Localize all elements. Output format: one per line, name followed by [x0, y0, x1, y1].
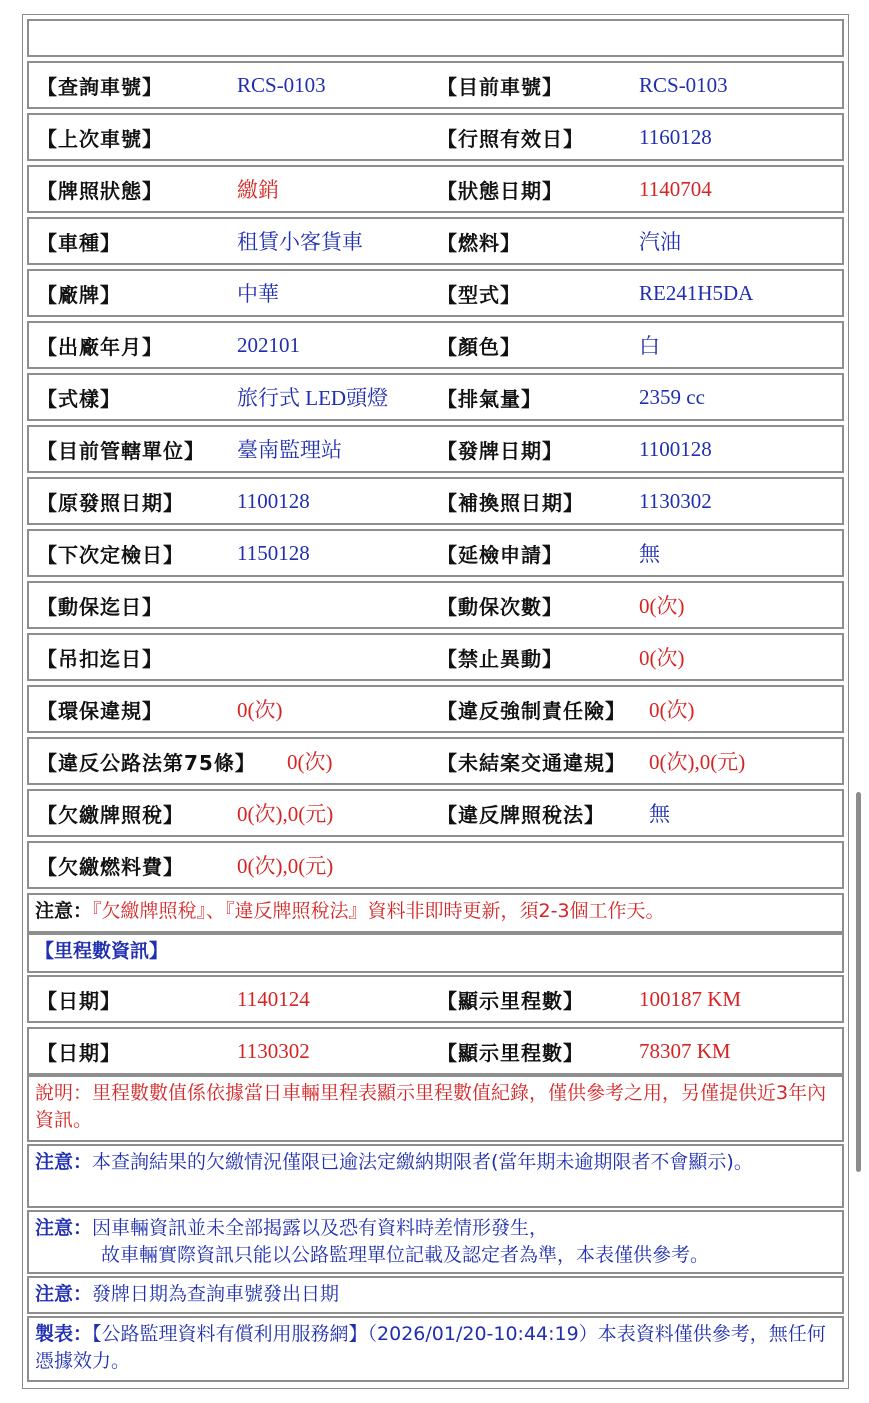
field-value: RCS-0103 — [639, 72, 728, 97]
notice-plate-date-head: 注意： — [35, 1283, 93, 1305]
field-label: 【目前管轄單位】 — [37, 438, 205, 463]
field-value: 0(次) — [639, 594, 685, 618]
mileage-km-label: 【顯示里程數】 — [437, 1040, 584, 1065]
field-value: 0(次) — [287, 750, 333, 774]
notice-arrears-body: 本查詢結果的欠繳情況僅限已逾法定繳納期限者(當年期未逾期限者不會顯示)。 — [92, 1151, 753, 1173]
info-row — [27, 841, 844, 889]
field-value: 繳銷 — [237, 178, 279, 202]
notice-disclosure-head: 注意： — [35, 1217, 93, 1239]
mileage-date-label: 【日期】 — [37, 988, 121, 1013]
header-empty-row — [27, 19, 844, 57]
tax-update-notice — [27, 893, 844, 933]
field-label: 【燃料】 — [437, 230, 521, 255]
field-label: 【上次車號】 — [37, 126, 163, 151]
field-label: 【禁止異動】 — [437, 646, 563, 671]
mileage-note — [27, 1075, 844, 1142]
scrollbar[interactable] — [856, 792, 861, 1172]
field-label: 【狀態日期】 — [437, 178, 563, 203]
field-label: 【下次定檢日】 — [37, 542, 184, 567]
mileage-km-label: 【顯示里程數】 — [437, 988, 584, 1013]
field-value: 0(次),0(元) — [649, 750, 746, 774]
info-row — [27, 425, 844, 473]
field-label: 【牌照狀態】 — [37, 178, 163, 203]
field-label: 【動保次數】 — [437, 594, 563, 619]
field-value: 0(次),0(元) — [237, 854, 334, 878]
field-value: 1140704 — [639, 176, 712, 201]
mileage-title: 【里程數資訊】 — [35, 940, 169, 962]
notice-disclosure-body-2: 故車輛實際資訊只能以公路監理單位記載及認定者為準，本表僅供參考。 — [101, 1244, 710, 1266]
field-value: 1130302 — [639, 488, 712, 513]
report-footer — [27, 1316, 844, 1382]
info-row — [27, 737, 844, 785]
report-footer-body: 【公路監理資料有償利用服務網】（2026/01/20-10:44:19）本表資料僅供參考，無任何憑據效力。 — [35, 1323, 826, 1372]
info-row — [27, 321, 844, 369]
field-value: 租賃小客貨車 — [237, 230, 363, 254]
field-label: 【型式】 — [437, 282, 521, 307]
mileage-km-value: 100187 KM — [639, 986, 742, 1011]
info-row — [27, 373, 844, 421]
field-label: 【延檢申請】 — [437, 542, 563, 567]
info-row — [27, 477, 844, 525]
field-value: 0(次) — [639, 646, 685, 670]
field-value: 1150128 — [237, 540, 310, 565]
info-row — [27, 113, 844, 161]
field-label: 【動保迄日】 — [37, 594, 163, 619]
field-label: 【吊扣迄日】 — [37, 646, 163, 671]
field-label: 【未結案交通違規】 — [437, 750, 626, 775]
mileage-date-label: 【日期】 — [37, 1040, 121, 1065]
field-value: 0(次),0(元) — [237, 802, 334, 826]
vehicle-info-table — [22, 14, 849, 1389]
report-footer-head: 製表： — [35, 1323, 93, 1345]
field-value: 汽油 — [639, 230, 681, 254]
mileage-section-title — [27, 933, 844, 973]
field-label: 【排氣量】 — [437, 386, 542, 411]
field-value: 白 — [639, 334, 660, 358]
field-value: 1160128 — [639, 124, 712, 149]
field-label: 【欠繳牌照稅】 — [37, 802, 184, 827]
field-value: RE241H5DA — [639, 280, 754, 305]
info-row — [27, 685, 844, 733]
field-value: 無 — [639, 542, 660, 566]
info-row — [27, 217, 844, 265]
field-label: 【環保違規】 — [37, 698, 163, 723]
field-value: RCS-0103 — [237, 72, 326, 97]
tax-notice-head: 注意： — [35, 900, 93, 922]
field-value: 202101 — [237, 332, 300, 357]
field-value: 2359 cc — [639, 384, 705, 409]
info-row — [27, 269, 844, 317]
field-value: 1100128 — [639, 436, 712, 461]
field-label: 【違反強制責任險】 — [437, 698, 626, 723]
info-row — [27, 581, 844, 629]
field-label: 【查詢車號】 — [37, 74, 163, 99]
info-row — [27, 633, 844, 681]
field-label: 【違反公路法第75條】 — [37, 750, 256, 775]
field-label: 【車種】 — [37, 230, 121, 255]
field-value: 旅行式 LED頭燈 — [237, 386, 389, 410]
mileage-km-value: 78307 KM — [639, 1038, 731, 1063]
mileage-date-value: 1140124 — [237, 986, 310, 1011]
tax-notice-body: 『欠繳牌照稅』、『違反牌照稅法』資料非即時更新，須2-3個工作天。 — [92, 900, 665, 922]
mileage-note-text: 說明：里程數數值係依據當日車輛里程表顯示里程數值紀錄，僅供參考之用，另僅提供近3年內資訊。 — [35, 1082, 827, 1131]
notice-plate-date — [27, 1276, 844, 1314]
field-label: 【廠牌】 — [37, 282, 121, 307]
info-row — [27, 165, 844, 213]
field-label: 【補換照日期】 — [437, 490, 584, 515]
field-value: 0(次) — [649, 698, 695, 722]
field-label: 【行照有效日】 — [437, 126, 584, 151]
notice-disclosure — [27, 1210, 844, 1274]
info-row — [27, 529, 844, 577]
mileage-row — [27, 975, 844, 1023]
field-label: 【顏色】 — [437, 334, 521, 359]
field-label: 【原發照日期】 — [37, 490, 184, 515]
field-value: 無 — [649, 802, 670, 826]
field-value: 中華 — [237, 282, 279, 306]
field-label: 【發牌日期】 — [437, 438, 563, 463]
mileage-date-value: 1130302 — [237, 1038, 310, 1063]
field-value: 1100128 — [237, 488, 310, 513]
field-label: 【出廠年月】 — [37, 334, 163, 359]
field-label: 【欠繳燃料費】 — [37, 854, 184, 879]
field-value: 0(次) — [237, 698, 283, 722]
field-label: 【違反牌照稅法】 — [437, 802, 605, 827]
notice-arrears-head: 注意： — [35, 1151, 93, 1173]
field-label: 【目前車號】 — [437, 74, 563, 99]
notice-disclosure-body: 因車輛資訊並未全部揭露以及恐有資料時差情形發生， — [92, 1217, 549, 1239]
info-row — [27, 789, 844, 837]
field-label: 【式樣】 — [37, 386, 121, 411]
notice-arrears — [27, 1144, 844, 1208]
notice-plate-date-body: 發牌日期為查詢車號發出日期 — [92, 1283, 340, 1305]
field-value: 臺南監理站 — [237, 438, 342, 462]
mileage-row — [27, 1027, 844, 1075]
info-row — [27, 61, 844, 109]
